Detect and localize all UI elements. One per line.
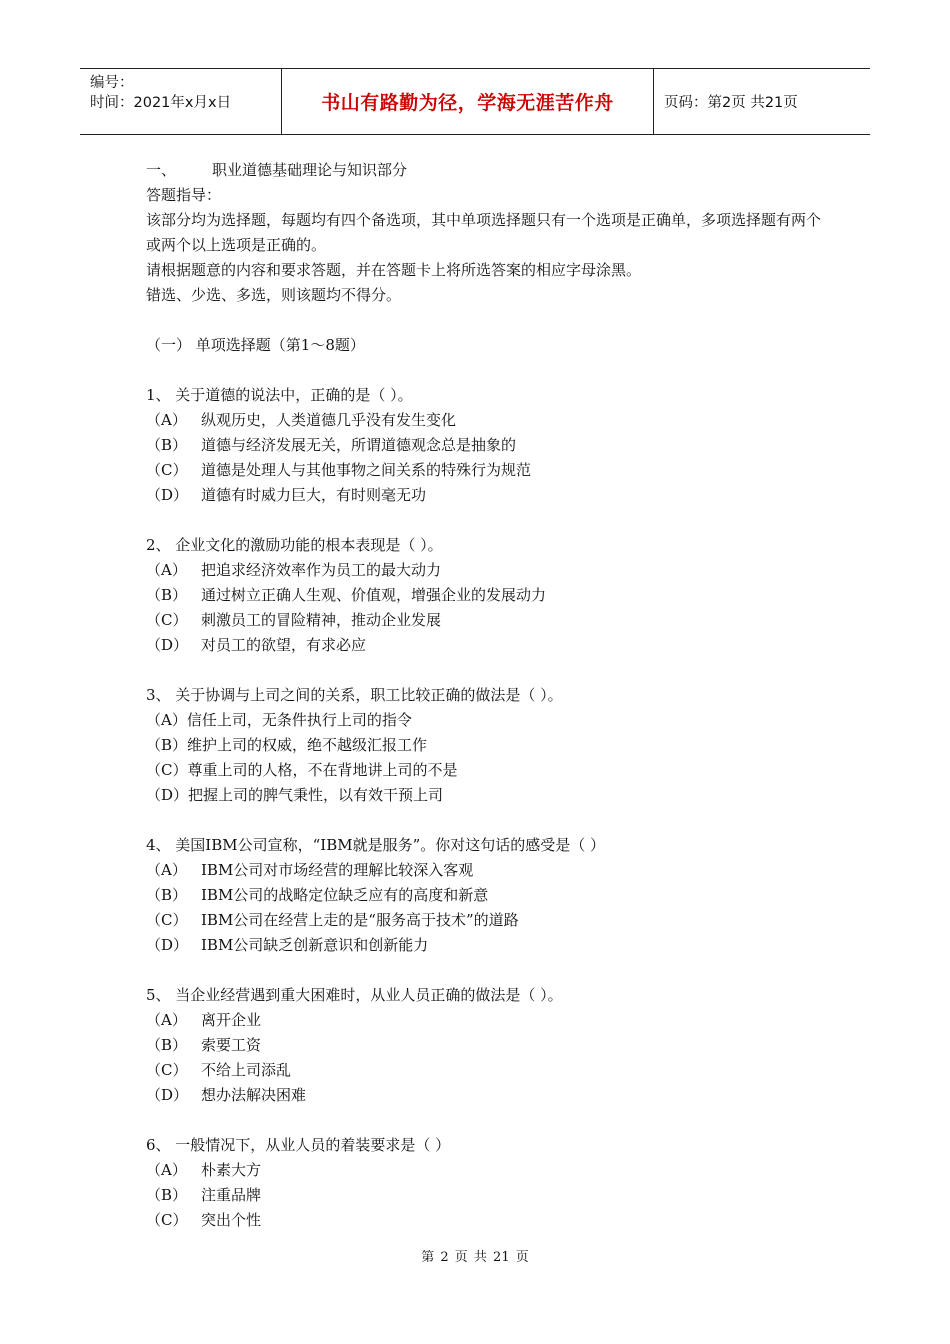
option-letter: （C）: [146, 461, 188, 479]
option-item: [146, 733, 826, 758]
subsection-heading: （一） 单项选择题（第1～8题）: [146, 336, 365, 354]
option-letter: （B）: [146, 736, 188, 754]
header-page-info: 页码：第2页 共21页: [664, 95, 798, 111]
option-letter: （A）: [146, 561, 187, 579]
option-item: [146, 608, 826, 633]
option-item: [146, 883, 826, 908]
option-text: IBM公司在经营上走的是“服务高于技术”的道路: [201, 911, 519, 929]
option-letter: （B）: [146, 886, 188, 904]
option-item: [146, 758, 826, 783]
section-number: 一、: [146, 161, 177, 179]
number-label: 编号：: [90, 75, 134, 91]
question-text: 2、 企业文化的激励功能的根本表现是（ ）。: [146, 536, 443, 554]
option-text: 把追求经济效率作为员工的最大动力: [201, 561, 442, 579]
option-letter: （B）: [146, 586, 188, 604]
option-item: [146, 433, 826, 458]
option-text: IBM公司对市场经营的理解比较深入客观: [201, 861, 474, 879]
option-text: 想办法解决困难: [201, 1086, 307, 1104]
option-text: IBM公司的战略定位缺乏应有的高度和新意: [201, 886, 489, 904]
document-body: [146, 158, 826, 1233]
option-text: 不给上司添乱: [201, 1061, 292, 1079]
question-text: 3、 关于协调与上司之间的关系，职工比较正确的做法是（ ）。: [146, 686, 563, 704]
question-block: [146, 833, 826, 958]
option-letter: （D）: [146, 1086, 189, 1104]
option-item: [146, 1083, 826, 1108]
option-item: [146, 858, 826, 883]
option-text: 道德是处理人与其他事物之间关系的特殊行为规范: [201, 461, 532, 479]
option-letter: （C）: [146, 1211, 188, 1229]
option-text: 索要工资: [201, 1036, 262, 1054]
option-text: 道德与经济发展无关，所谓道德观念总是抽象的: [201, 436, 517, 454]
option-letter: （B）: [146, 436, 188, 454]
option-item: [146, 1008, 826, 1033]
option-text: IBM公司缺乏创新意识和创新能力: [201, 936, 429, 954]
option-letter: （D）: [146, 936, 189, 954]
option-item: [146, 1033, 826, 1058]
option-letter: （B）: [146, 1036, 188, 1054]
option-item: [146, 1208, 826, 1233]
option-item: [146, 458, 826, 483]
question-text: 5、 当企业经营遇到重大困难时，从业人员正确的做法是（ ）。: [146, 986, 563, 1004]
option-item: [146, 633, 826, 658]
option-text: 信任上司，无条件执行上司的指令: [186, 711, 412, 729]
option-item: [146, 408, 826, 433]
question-block: [146, 983, 826, 1108]
question-text: 6、 一般情况下，从业人员的着装要求是（ ）: [146, 1136, 451, 1154]
option-letter: （C）: [146, 761, 188, 779]
question-block: [146, 1133, 826, 1233]
option-text: 对员工的欲望，有求必应: [201, 636, 367, 654]
question-block: [146, 383, 826, 508]
question-text: 1、 关于道德的说法中，正确的是（ ）。: [146, 386, 413, 404]
guide-line: 请根据题意的内容和要求答题，并在答题卡上将所选答案的相应字母涂黑。: [146, 261, 642, 279]
option-letter: （C）: [146, 1061, 188, 1079]
page-footer: 第 2 页 共 21 页: [421, 1250, 529, 1265]
option-letter: （A）: [146, 711, 187, 729]
option-letter: （D）: [146, 486, 189, 504]
guide-heading: 答题指导：: [146, 186, 222, 204]
option-text: 突出个性: [201, 1211, 262, 1229]
option-text: 朴素大方: [201, 1161, 262, 1179]
section-heading: [146, 158, 826, 183]
option-item: [146, 708, 826, 733]
option-text: 尊重上司的人格，不在背地讲上司的不是: [187, 761, 458, 779]
option-text: 注重品牌: [201, 1186, 262, 1204]
option-item: [146, 1058, 826, 1083]
option-item: [146, 583, 826, 608]
option-letter: （A）: [146, 411, 187, 429]
option-text: 离开企业: [201, 1011, 262, 1029]
option-text: 把握上司的脾气秉性，以有效干预上司: [188, 786, 444, 804]
guide-line: 错选、少选、多选，则该题均不得分。: [146, 286, 402, 304]
option-text: 维护上司的权威，绝不越级汇报工作: [187, 736, 428, 754]
page-header: [80, 68, 870, 135]
option-letter: （C）: [146, 611, 188, 629]
option-letter: （A）: [146, 1011, 187, 1029]
option-letter: （C）: [146, 911, 188, 929]
header-motto: 书山有路勤为径，学海无涯苦作舟: [282, 69, 654, 134]
option-item: [146, 908, 826, 933]
header-meta: [80, 69, 282, 134]
option-item: [146, 483, 826, 508]
option-text: 通过树立正确人生观、价值观，增强企业的发展动力: [201, 586, 547, 604]
option-letter: （B）: [146, 1186, 188, 1204]
option-item: [146, 1183, 826, 1208]
option-letter: （A）: [146, 1161, 187, 1179]
option-item: [146, 1158, 826, 1183]
option-letter: （D）: [146, 636, 189, 654]
question-block: [146, 533, 826, 658]
section-title: 职业道德基础理论与知识部分: [212, 161, 408, 179]
guide-line: 该部分均为选择题，每题均有四个备选项，其中单项选择题只有一个选项是正确单，多项选择题有两个或两个以上选项是正确的。: [146, 211, 822, 254]
option-text: 纵观历史，人类道德几乎没有发生变化: [201, 411, 457, 429]
option-item: [146, 558, 826, 583]
option-item: [146, 783, 826, 808]
question-block: [146, 683, 826, 808]
option-text: 道德有时威力巨大，有时则毫无功: [201, 486, 427, 504]
time-label: 时间：2021年x月x日: [90, 95, 232, 111]
option-letter: （A）: [146, 861, 187, 879]
option-item: [146, 933, 826, 958]
question-text: 4、 美国IBM公司宣称，“IBM就是服务”。你对这句话的感受是（ ）: [146, 836, 606, 854]
option-text: 刺激员工的冒险精神，推动企业发展: [201, 611, 442, 629]
option-letter: （D）: [146, 786, 189, 804]
